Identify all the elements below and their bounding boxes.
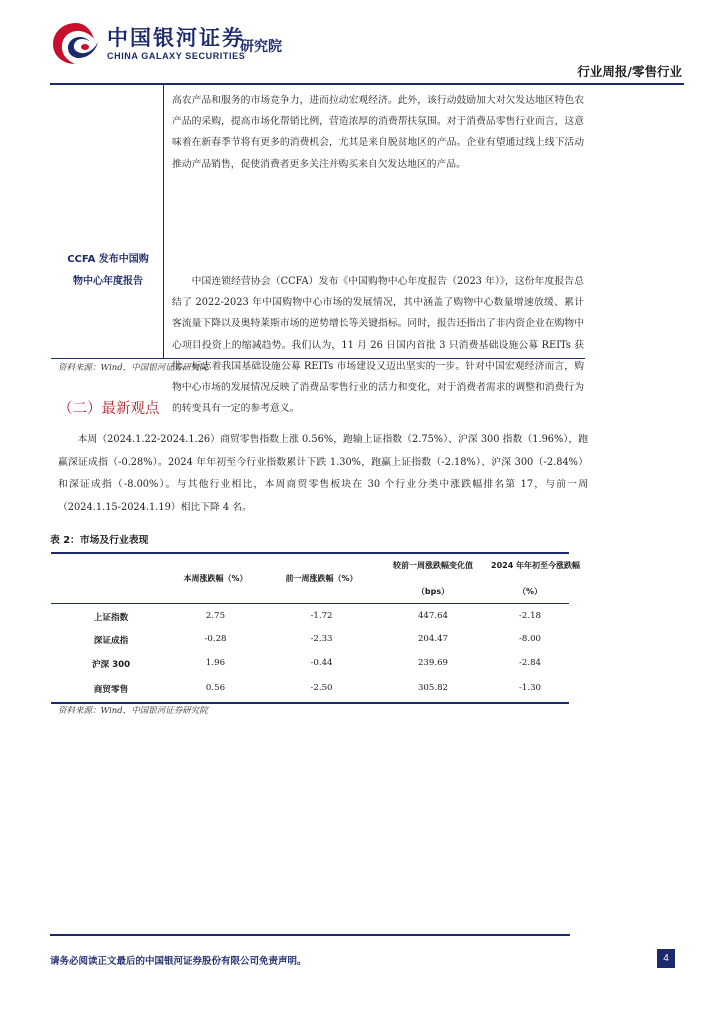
news-item-label-line1: CCFA 发布中国购 [67, 254, 149, 265]
galaxy-logo-icon [50, 20, 102, 66]
news-paragraph-2: 中国连锁经营协会（CCFA）发布《中国购物中心年度报告（2023 年）》，这份年度报告总结了 2022-2023 年中国购物中心市场的发展情况，其中涵盖了购物中心数量增速放缓、累计客流量下降以及奥特莱斯市场的逆势增长等关键指标。同时，报告还指出了非内资企业在购物中心项目投资上的缩减趋势。我们认为，11 月 26 日国内首批 3 只消费基础设施公募 REITs 获批，标志着我国基础设施公募 REITs 市场建设又迈出坚实的一步。针对中国宏观经济而言，购物中心市场的发展情况反映了消费品零售行业的活力和变化，对于消费者需求的调整和消费行为的转变具有一定的参考意义。 [172, 276, 584, 415]
column-header-ytd: 2024 年年初至今涨跌幅 [491, 561, 581, 570]
news-item-label-line2: 物中心年度报告 [73, 276, 143, 287]
cell-ytd: -2.84 [518, 658, 542, 668]
cell-change: 447.64 [417, 611, 449, 621]
cell-prev-week: -2.50 [310, 683, 333, 693]
page-number: 4 [657, 949, 675, 968]
cell-ytd: -1.30 [518, 683, 542, 693]
column-header-change: 较前一周涨跌幅变化值 [393, 561, 473, 570]
cell-ytd: -8.00 [518, 634, 542, 644]
footer-divider [50, 934, 570, 936]
cell-change: 239.69 [417, 658, 449, 668]
cell-week: -0.28 [204, 634, 227, 644]
cell-week: 2.75 [205, 611, 226, 621]
cell-change: 305.82 [417, 683, 449, 693]
source-note-2: 资料来源：Wind，中国银河证券研究院 [58, 706, 208, 716]
column-header-week: 本周涨跌幅（%） [183, 574, 248, 583]
section-title: （二）最新观点 [58, 401, 160, 417]
market-performance-table [51, 552, 581, 702]
logo-english-name: CHINA GALAXY SECURITIES [107, 51, 246, 61]
cell-week: 1.96 [205, 658, 226, 668]
news-paragraph-1: 高农产品和服务的市场竞争力，进而拉动宏观经济。此外，该行动鼓励加大对欠发达地区特色农产品的采购，提高市场化帮销比例，营造浓厚的消费帮扶氛围。对于消费品零售行业而言，这意味着在新春季节将有更多的消费机会，尤其是来自脱贫地区的产品。企业有望通过线上线下活动推动产品销售，促使消费者更多关注并购买来自欠发达地区的产品。 [172, 95, 584, 170]
row-label: 上证指数 [93, 613, 129, 623]
row-label: 深证成指 [93, 636, 129, 646]
row-label: 商贸零售 [93, 685, 129, 695]
cell-prev-week: -0.44 [310, 658, 333, 668]
cell-ytd: -2.18 [518, 611, 542, 621]
section-paragraph: 本周（2024.1.22-2024.1.26）商贸零售指数上涨 0.56%，跑输上证指数（2.75%）、沪深 300 指数（1.96%），跑赢深证成指（-0.28%）。2024 年年初至今行业指数累计下跌 1.30%，跑赢上证指数（-2.18%）、沪深 300（-2.84%）和深证成指（-8.00%）。与其他行业相比，本周商贸零售板块在 30 个行业分类中涨跌幅排名第 17，与前一周（2024.1.15-2024.1.19）相比下降 4 名。 [58, 434, 588, 513]
column-header-ytd-unit: （%） [517, 587, 542, 596]
column-header-prev-week: 前一周涨跌幅（%） [285, 574, 358, 583]
box-column-divider [163, 85, 164, 358]
cell-change: 204.47 [417, 634, 449, 644]
table-title: 表 2：市场及行业表现 [50, 535, 149, 546]
column-header-change-unit: （bps） [416, 587, 450, 596]
institute-label: 研究院 [240, 39, 282, 55]
row-label: 沪深 300 [91, 660, 131, 670]
source-note-1: 资料来源：Wind，中国银河证券研究院 [58, 363, 208, 373]
cell-prev-week: -1.72 [310, 611, 333, 621]
report-type-label: 行业周报/零售行业 [577, 64, 682, 79]
cell-prev-week: -2.33 [310, 634, 333, 644]
company-logo [50, 20, 340, 66]
logo-chinese-name: 中国银河证券 [107, 26, 245, 50]
footer-disclaimer: 请务必阅读正文最后的中国银河证券股份有限公司免责声明。 [50, 956, 307, 967]
cell-week: 0.56 [205, 683, 226, 693]
news-item-label [59, 249, 157, 293]
